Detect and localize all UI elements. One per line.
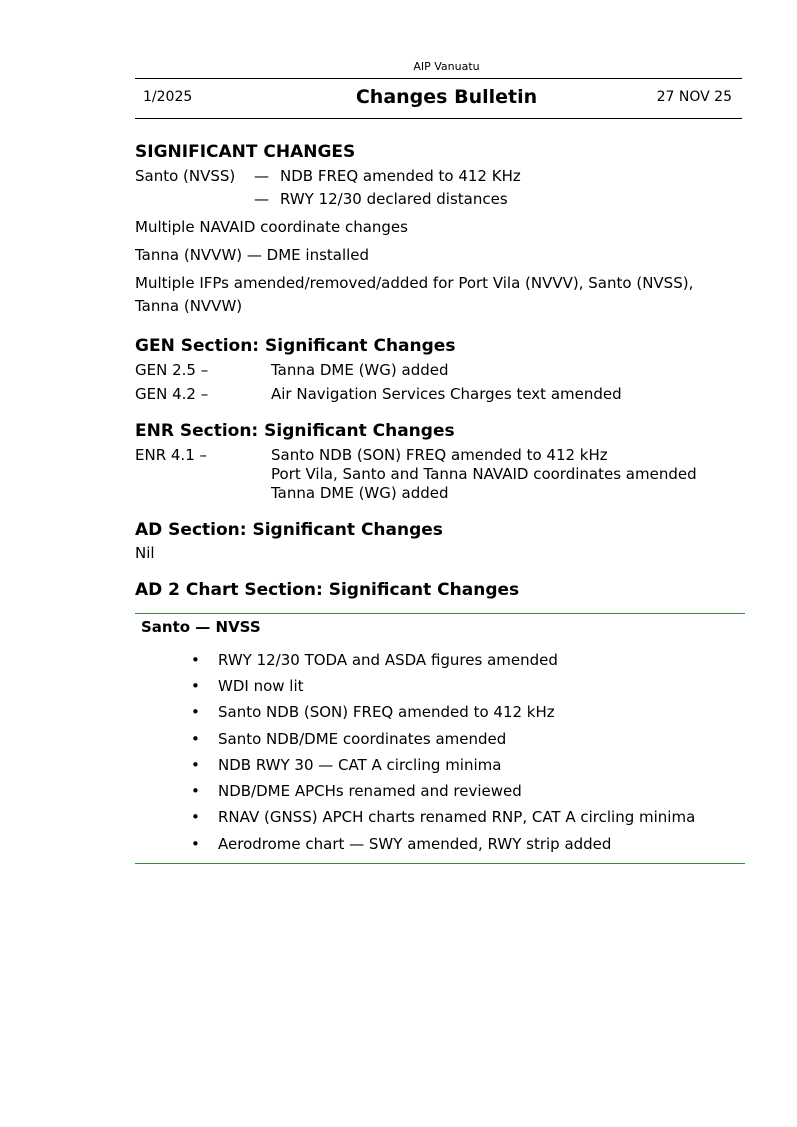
list-item-text: NDB/DME APCHs renamed and reviewed	[218, 782, 522, 800]
list-item-text: NDB RWY 30 — CAT A circling minima	[218, 756, 502, 774]
gen-text: Tanna DME (WG) added	[271, 361, 449, 379]
list-item	[191, 756, 501, 774]
bulletin-number: 1/2025	[143, 89, 193, 105]
header-top-rule	[135, 78, 742, 79]
list-item	[191, 730, 506, 748]
ad2-subheading: Santo — NVSS	[141, 618, 261, 636]
header-bottom-rule	[135, 118, 742, 119]
santo-item-rwy: RWY 12/30 declared distances	[280, 190, 508, 208]
list-item-text: Aerodrome chart — SWY amended, RWY strip added	[218, 835, 612, 853]
ad2-heading: AD 2 Chart Section: Significant Changes	[135, 580, 520, 600]
tanna-dme: Tanna (NVVW) — DME installed	[135, 246, 370, 264]
list-item-text: Santo NDB/DME coordinates amended	[218, 730, 507, 748]
enr-line: Tanna DME (WG) added	[271, 484, 449, 502]
bullet: •	[191, 835, 200, 853]
ad2-top-rule	[135, 613, 745, 614]
list-item	[191, 703, 555, 721]
bullet: •	[191, 651, 200, 669]
significant-changes-heading: SIGNIFICANT CHANGES	[135, 142, 356, 162]
list-item-text: RNAV (GNSS) APCH charts renamed RNP, CAT A circling minima	[218, 808, 696, 826]
santo-item-ndb: NDB FREQ amended to 412 KHz	[280, 167, 521, 185]
gen-text: Air Navigation Services Charges text amended	[271, 385, 622, 403]
santo-label: Santo (NVSS)	[135, 167, 236, 185]
enr-line: Port Vila, Santo and Tanna NAVAID coordinates amended	[271, 465, 697, 483]
bullet: •	[191, 730, 200, 748]
list-item-text: WDI now lit	[218, 677, 304, 695]
bullet: •	[191, 782, 200, 800]
ifps-line-2: Tanna (NVVW)	[135, 297, 243, 315]
bullet: •	[191, 808, 200, 826]
santo-dash-1: —	[254, 167, 269, 185]
list-item	[191, 835, 611, 853]
bullet: •	[191, 756, 200, 774]
gen-ref: GEN 2.5 –	[135, 361, 209, 379]
list-item	[191, 677, 304, 695]
publication-title: AIP Vanuatu	[413, 60, 480, 73]
gen-heading: GEN Section: Significant Changes	[135, 336, 456, 356]
ifps-line-1: Multiple IFPs amended/removed/added for Port Vila (NVVV), Santo (NVSS),	[135, 274, 694, 292]
list-item	[191, 651, 558, 669]
ad-nil: Nil	[135, 544, 155, 562]
enr-heading: ENR Section: Significant Changes	[135, 421, 455, 441]
list-item	[191, 808, 695, 826]
ad-heading: AD Section: Significant Changes	[135, 520, 443, 540]
enr-ref: ENR 4.1 –	[135, 446, 208, 464]
enr-line: Santo NDB (SON) FREQ amended to 412 kHz	[271, 446, 608, 464]
navaid-changes: Multiple NAVAID coordinate changes	[135, 218, 408, 236]
list-item-text: RWY 12/30 TODA and ASDA figures amended	[218, 651, 558, 669]
list-item-text: Santo NDB (SON) FREQ amended to 412 kHz	[218, 703, 555, 721]
ad2-bottom-rule	[135, 863, 745, 864]
gen-ref: GEN 4.2 –	[135, 385, 209, 403]
list-item	[191, 782, 522, 800]
page-title: Changes Bulletin	[355, 86, 538, 108]
bullet: •	[191, 703, 200, 721]
santo-dash-2: —	[254, 190, 269, 208]
bulletin-date: 27 NOV 25	[656, 89, 732, 105]
bullet: •	[191, 677, 200, 695]
